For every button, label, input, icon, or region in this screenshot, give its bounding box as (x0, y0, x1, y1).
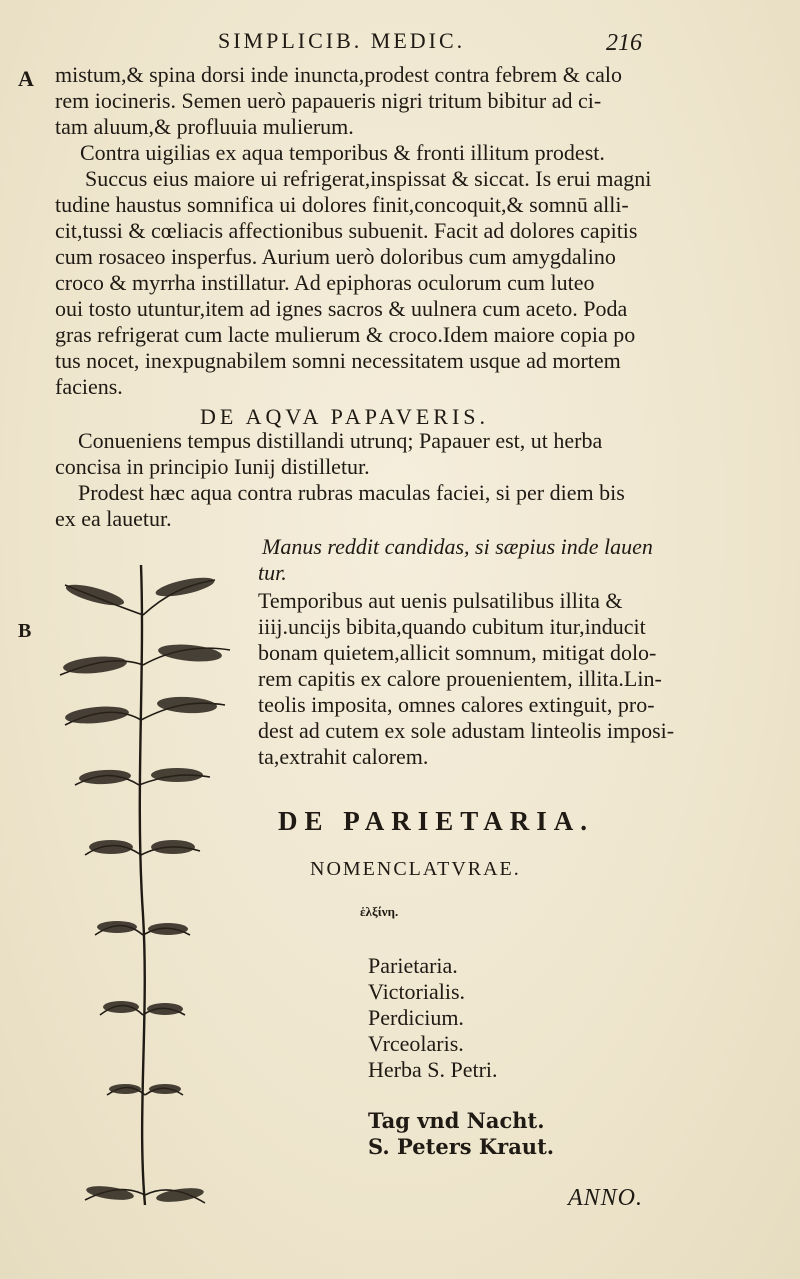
catchword: ANNO. (568, 1185, 644, 1211)
text-line: faciens. (55, 374, 123, 399)
list-item: Herba S. Petri. (368, 1057, 498, 1082)
text-line: Contra uigilias ex aqua temporibus & fronti illitum prodest. (80, 140, 605, 165)
page-number: 216 (606, 30, 642, 56)
greek-name: ἑλξίνη. (360, 904, 399, 919)
margin-marker-a: A (18, 66, 34, 91)
text-line: gras refrigerat cum lacte mulierum & croco.Idem maiore copia po (55, 322, 636, 347)
text-line: Prodest hæc aqua contra rubras maculas faciei, si per diem bis (78, 480, 625, 505)
text-line: ta,extrahit calorem. (258, 744, 429, 769)
text-line: Conueniens tempus distillandi utrunq; Papauer est, ut herba (78, 428, 603, 453)
parietaria-woodcut-illustration (55, 555, 235, 1215)
italic-line: tur. (258, 560, 287, 585)
list-item: Parietaria. (368, 953, 458, 978)
text-line: rem iocineris. Semen uerò papaueris nigri tritum bibitur ad ci- (55, 88, 602, 113)
list-item: Victorialis. (368, 979, 466, 1004)
text-line: oui tosto utuntur,item ad ignes sacros & uulnera cum aceto. Poda (55, 296, 628, 321)
text-line: mistum,& spina dorsi inde inuncta,prodest contra febrem & calo (55, 62, 622, 87)
text-line: tus nocet, inexpugnabilem somni necessitatem usque ad mortem (55, 348, 621, 373)
german-name: S. Peters Kraut. (368, 1134, 555, 1159)
text-line: bonam quietem,allicit somnum, mitigat dolo- (258, 640, 657, 665)
text-line: dest ad cutem ex sole adustam linteolis imposi- (258, 718, 675, 743)
text-line: tam aluum,& profluuia mulierum. (55, 114, 354, 139)
text-line: croco & myrrha instillatur. Ad epiphoras oculorum cum luteo (55, 270, 595, 295)
text-line: Temporibus aut uenis pulsatilibus illita & (258, 588, 623, 613)
text-line: cum rosaceo insperfus. Aurium uerò doloribus cum amygdalino (55, 244, 616, 269)
text-line: cit,tussi & cœliacis affectionibus subuenit. Facit ad dolores capitis (55, 218, 638, 243)
section-heading-aqua-papaveris: DE AQVA PAPAVERIS. (200, 404, 490, 429)
text-line: tudine haustus somnifica ui dolores finit,concoquit,& somnū alli- (55, 192, 629, 217)
running-head (0, 22, 800, 54)
italic-line: Manus reddit candidas, si sæpius inde lauen (262, 534, 653, 559)
subheading-nomenclaturae: NOMENCLATVRAE. (310, 858, 521, 880)
list-item: Perdicium. (368, 1005, 464, 1030)
section-heading-parietaria: DE PARIETARIA. (278, 806, 595, 836)
text-line: concisa in principio Iunij distilletur. (55, 454, 370, 479)
text-line: Succus eius maiore ui refrigerat,inspissat & siccat. Is erui magni (85, 166, 652, 191)
text-line: ex ea lauetur. (55, 506, 172, 531)
list-item: Vrceolaris. (368, 1031, 464, 1056)
text-line: rem capitis ex calore prouenientem, illita.Lin- (258, 666, 662, 691)
text-line: iiij.uncijs bibita,quando cubitum itur,inducit (258, 614, 646, 639)
text-line: teolis imposita, omnes calores extinguit, pro- (258, 692, 655, 717)
running-title: SIMPLICIB. MEDIC. (218, 28, 466, 53)
margin-marker-b: B (18, 620, 32, 642)
german-name: Tag vnd Nacht. (368, 1108, 545, 1133)
